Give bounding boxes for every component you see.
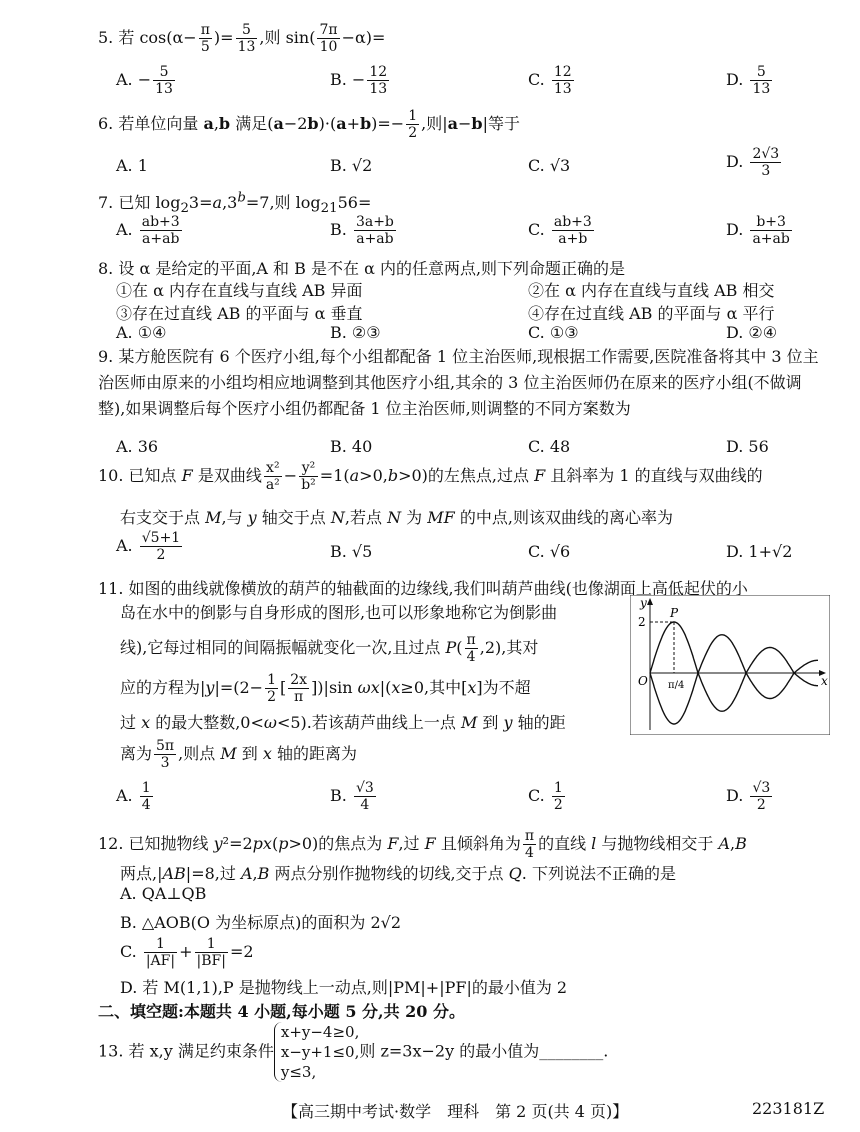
q8-option-c: C. ①③ bbox=[528, 323, 579, 342]
q11-option-b: B. $\frac{√3}{4}$ bbox=[330, 780, 374, 813]
q12-option-b: B. △AOB(O 为坐标原点)的面积为 2√2 bbox=[120, 913, 401, 932]
q11-stem-line1: 11. 如图的曲线就像横放的葫芦的轴截面的边缘线,我们叫葫芦曲线(也像湖面上高低起伏的小 bbox=[98, 579, 748, 598]
q6-option-b: B. √2 bbox=[330, 156, 373, 175]
fig-y-label: y bbox=[640, 596, 647, 610]
q10-option-c: C. √6 bbox=[528, 542, 571, 561]
q8-statement-4: ④存在过直线 AB 的平面与 α 平行 bbox=[528, 304, 775, 323]
fig-p-label: P bbox=[670, 606, 679, 620]
section-fill-in-heading: 二、填空题:本题共 4 小题,每小题 5 分,共 20 分。 bbox=[98, 1002, 466, 1021]
constraint-3: y≤3, bbox=[280, 1063, 317, 1081]
q11-stem-line3: 线),它每过相同的间隔振幅就变化一次,且过点 P( $\frac{\pi}{4}$ ,2),其对 bbox=[120, 632, 539, 665]
q13-pre: 13. 若 x,y 满足约束条件 bbox=[98, 1041, 274, 1061]
q7-option-a: A. $\frac{ab+3}{a+ab}$ bbox=[116, 214, 180, 247]
q9-option-c: C. 48 bbox=[528, 437, 571, 456]
fig-pi4-label: π/4 bbox=[668, 680, 685, 691]
q5-option-a: A. − $\frac{5}{13}$ bbox=[116, 64, 173, 97]
q12-option-a: A. QA⊥QB bbox=[120, 884, 207, 903]
fig-x-label: x bbox=[821, 674, 828, 688]
constraint-1: x+y−4≥0, bbox=[280, 1023, 360, 1041]
q10-stem-line2: 右支交于点 M,与 y 轴交于点 N,若点 N 为 MF 的中点,则该双曲线的离心率为 bbox=[120, 508, 673, 527]
q12-option-c: C. $\frac{1}{|AF|}$ + $\frac{1}{|BF|}$ =2 bbox=[120, 936, 254, 969]
gourd-curve-figure bbox=[630, 595, 830, 735]
q7-option-b: B. $\frac{3a+b}{a+ab}$ bbox=[330, 214, 394, 247]
q5-option-b: B. − $\frac{12}{13}$ bbox=[330, 64, 388, 97]
q5-option-c: C. $\frac{12}{13}$ bbox=[528, 64, 572, 97]
q11-stem-line5: 过 x 的最大整数,0<ω<5).若该葫芦曲线上一点 M 到 y 轴的距 bbox=[120, 713, 566, 732]
q7-option-d: D. $\frac{b+3}{a+ab}$ bbox=[726, 214, 790, 247]
q6-option-a: A. 1 bbox=[116, 156, 148, 175]
q10-option-d: D. 1+√2 bbox=[726, 542, 793, 561]
q6-stem: 6. 若单位向量 a,b 满足(a−2b)·(a+b)=− $\frac{1}{2}$ ,则|a−b|等于 bbox=[98, 108, 520, 141]
q6-option-c: C. √3 bbox=[528, 156, 571, 175]
q13-stem bbox=[98, 1022, 608, 1082]
q8-stem: 8. 设 α 是给定的平面,A 和 B 是不在 α 内的任意两点,则下列命题正确的是 bbox=[98, 259, 626, 278]
constraint-system bbox=[274, 1022, 360, 1082]
q7-stem: 7. 已知 $\log_23=a,3^b=7$,则 $\log_{21}56=$ bbox=[98, 190, 372, 217]
q7-option-c: C. $\frac{ab+3}{a+b}$ bbox=[528, 214, 592, 247]
q8-option-a: A. ①④ bbox=[116, 323, 167, 342]
q8-option-d: D. ②④ bbox=[726, 323, 778, 342]
q9-option-b: B. 40 bbox=[330, 437, 373, 456]
q11-option-d: D. $\frac{√3}{2}$ bbox=[726, 780, 771, 813]
q13-post: 则 z=3x−2y 的最小值为________. bbox=[359, 1041, 609, 1061]
fig-2-label: 2 bbox=[638, 615, 646, 629]
q5-option-d: D. $\frac{5}{13}$ bbox=[726, 64, 771, 97]
q8-option-b: B. ②③ bbox=[330, 323, 381, 342]
q12-stem-line1: 12. 已知抛物线 y²=2px(p>0)的焦点为 F,过 F 且倾斜角为 $\frac{\pi}{4}$ 的直线 l 与抛物线相交于 A,B bbox=[98, 828, 747, 861]
q12-option-d: D. 若 M(1,1),P 是抛物线上一动点,则|PM|+|PF|的最小值为 2 bbox=[120, 978, 568, 997]
q8-statement-3: ③存在过直线 AB 的平面与 α 垂直 bbox=[116, 304, 363, 323]
q10-stem-line1: 10. 已知点 F 是双曲线 $\frac{\text{x²}}{\text{a²}}$ − $\frac{\text{y²}}{\text{b²}}$ =1(a>0,b>0)的左焦点,过点 F 且斜率为 1 的直线与双曲线的 bbox=[98, 460, 763, 493]
footer-page-info: 【高三期中考试·数学 理科 第 2 页(共 4 页)】 bbox=[282, 1102, 629, 1121]
q11-option-c: C. $\frac{1}{2}$ bbox=[528, 780, 563, 813]
q11-option-a: A. $\frac{1}{4}$ bbox=[116, 780, 151, 813]
q9-stem: 9. 某方舱医院有 6 个医疗小组,每个小组都配备 1 位主治医师,现根据工作需要,医院准备将其中 3 位主治医师由原来的小组均相应地调整到其他医疗小组,其余的 3 位主治医师仍在原来的医疗小组(不做调整),如果调整后每个医疗小组仍都配备 1 位主治医师,则调整的不同方案数为 bbox=[98, 347, 819, 418]
q11-stem-line6: 离为 $\frac{5\pi}{3}$ ,则点 M 到 x 轴的距离为 bbox=[120, 738, 358, 771]
q9-option-d: D. 56 bbox=[726, 437, 769, 456]
q10-option-a: A. $\frac{√5+1}{2}$ bbox=[116, 530, 181, 563]
q8-statement-1: ①在 α 内存在直线与直线 AB 异面 bbox=[116, 281, 363, 300]
q8-statement-2: ②在 α 内存在直线与直线 AB 相交 bbox=[528, 281, 775, 300]
q9-option-a: A. 36 bbox=[116, 437, 159, 456]
q12-stem-line2: 两点,|AB|=8,过 A,B 两点分别作抛物线的切线,交于点 Q. 下列说法不正确的是 bbox=[120, 864, 676, 883]
fig-origin-label: O bbox=[638, 674, 648, 688]
q5-stem: 5. 若 cos(α− $\frac{\pi}{5}$ )= $\frac{5}{13}$ ,则 sin( $\frac{7\pi}{10}$ −α)= bbox=[98, 22, 386, 55]
footer-code: 223181Z bbox=[752, 1099, 825, 1118]
q6-option-d: D. $\frac{2√3}{3}$ bbox=[726, 146, 780, 179]
q11-stem-line4: 应的方程为|y|=(2− $\frac{1}{2}$ [ $\frac{2x}{\pi}$ ])|sin ωx|(x≥0,其中[x]为不超 bbox=[120, 672, 531, 705]
constraint-2: x−y+1≤0, bbox=[280, 1043, 360, 1061]
q10-option-b: B. √5 bbox=[330, 542, 373, 561]
q11-stem-line2: 岛在水中的倒影与自身形成的图形,也可以形象地称它为倒影曲 bbox=[120, 603, 558, 622]
